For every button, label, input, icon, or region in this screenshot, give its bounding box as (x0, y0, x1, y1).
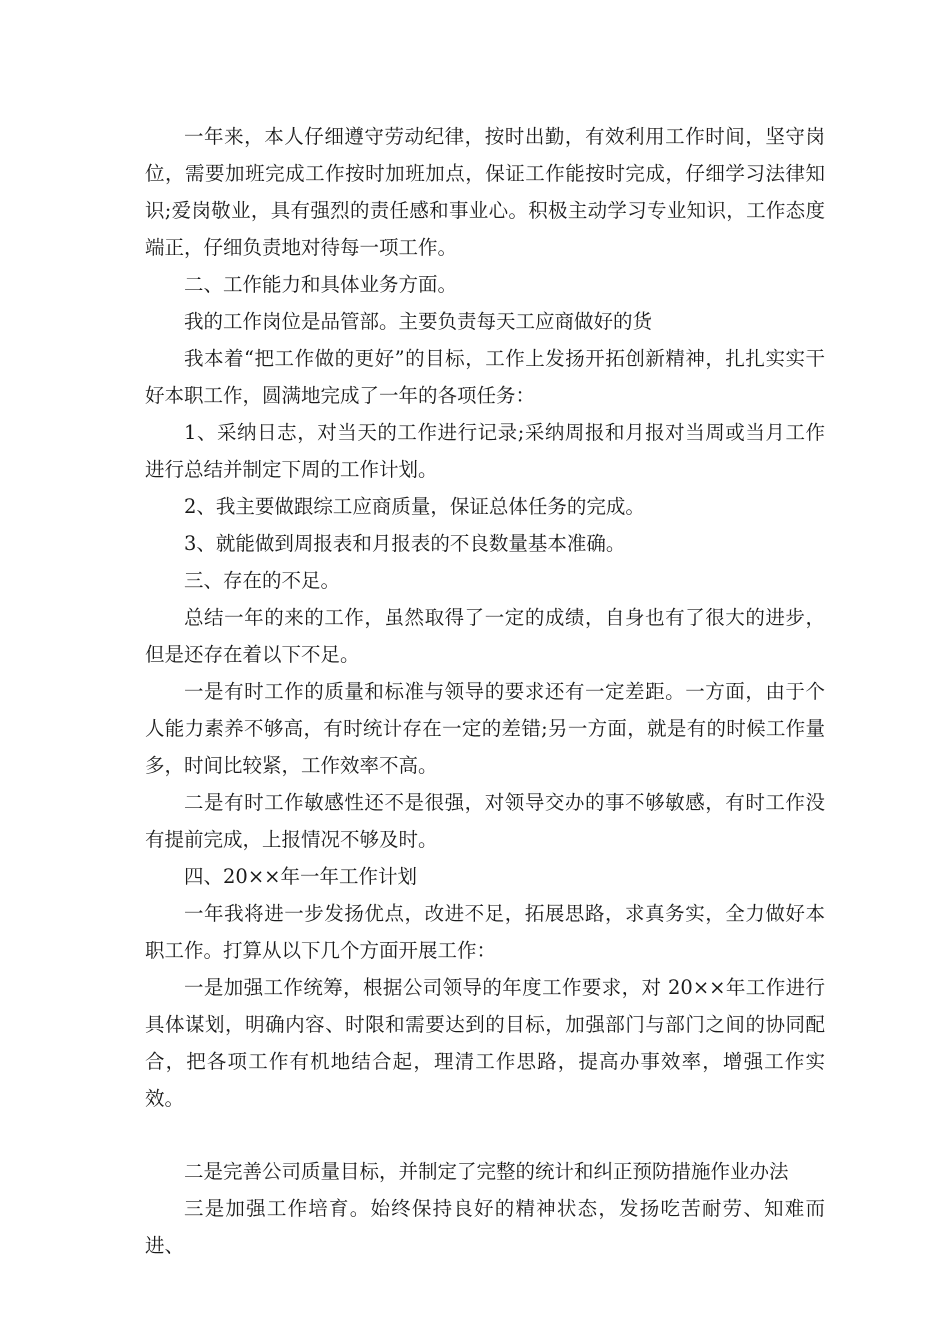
paragraph-goal: 我本着“把工作做的更好”的目标，工作上发扬开拓创新精神，扎扎实实干好本职工作，圆满地完成了一年的各项任务： (145, 347, 825, 407)
document-body (145, 118, 825, 1264)
paragraph-job-position: 我的工作岗位是品管部。主要负责每天工应商做好的货 (184, 310, 653, 333)
paragraph-plan-2: 二是完善公司质量目标，并制定了完整的统计和纠正预防措施作业办法 (184, 1160, 789, 1183)
list-item-3: 3、就能做到周报表和月报表的不良数量基本准确。 (184, 532, 626, 555)
paragraph-shortcoming-1: 一是有时工作的质量和标准与领导的要求还有一定差距。一方面，由于个人能力素养不够高，有时统计存在一定的差错;另一方面，就是有的时候工作量多，时间比较紧，工作效率不高。 (145, 680, 825, 777)
heading-work-ability: 二、工作能力和具体业务方面。 (184, 273, 458, 296)
paragraph-plan-intro: 一年我将进一步发扬优点，改进不足，拓展思路，求真务实，全力做好本职工作。打算从以下几个方面开展工作： (145, 902, 825, 962)
paragraph-work-discipline: 一年来，本人仔细遵守劳动纪律，按时出勤，有效利用工作时间，坚守岗位，需要加班完成工作按时加班加点，保证工作能按时完成，仔细学习法律知识;爱岗敬业，具有强烈的责任感和事业心。积极主动学习专业知识，工作态度端正，仔细负责地对待每一项工作。 (145, 125, 825, 259)
heading-shortcomings: 三、存在的不足。 (184, 569, 341, 592)
list-item-2: 2、我主要做跟综工应商质量，保证总体任务的完成。 (184, 495, 645, 518)
paragraph-summary: 总结一年的来的工作，虽然取得了一定的成绩，自身也有了很大的进步，但是还存在着以下不足。 (145, 606, 825, 666)
paragraph-plan-1: 一是加强工作统筹，根据公司领导的年度工作要求，对 20××年工作进行具体谋划，明确内容、时限和需要达到的目标，加强部门与部门之间的协同配合，把各项工作有机地结合起，理清工作思路，提高办事效率，增强工作实效。 (145, 976, 825, 1110)
heading-work-plan: 四、20××年一年工作计划 (184, 865, 417, 888)
paragraph-plan-3: 三是加强工作培育。始终保持良好的精神状态，发扬吃苦耐劳、知难而进、 (145, 1197, 825, 1257)
paragraph-shortcoming-2: 二是有时工作敏感性还不是很强，对领导交办的事不够敏感，有时工作没有提前完成，上报情况不够及时。 (145, 791, 825, 851)
blank-line (145, 1117, 825, 1153)
list-item-1: 1、采纳日志，对当天的工作进行记录;采纳周报和月报对当周或当月工作进行总结并制定下周的工作计划。 (145, 421, 825, 481)
